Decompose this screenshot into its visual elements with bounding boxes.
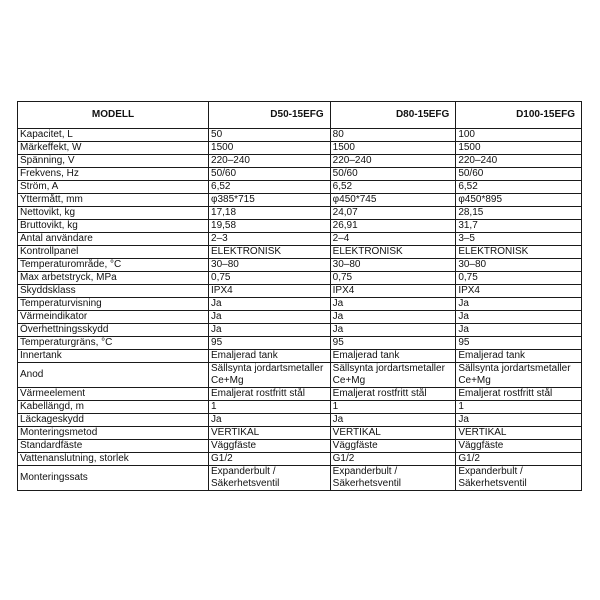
cell-d80: Expanderbult / Säkerhetsventil (330, 466, 456, 491)
cell-d100: Ja (456, 298, 582, 311)
table-row (18, 466, 582, 491)
cell-d50: Ja (209, 414, 331, 427)
cell-d100: Ja (456, 324, 582, 337)
cell-d50: VERTIKAL (209, 427, 331, 440)
row-label: Kabellängd, m (18, 401, 209, 414)
table-row (18, 194, 582, 207)
cell-d80: 24,07 (330, 207, 456, 220)
row-label: Antal användare (18, 233, 209, 246)
table-row (18, 285, 582, 298)
cell-d50: ELEKTRONISK (209, 246, 331, 259)
cell-d100: 0,75 (456, 272, 582, 285)
table-row (18, 311, 582, 324)
cell-d100: ELEKTRONISK (456, 246, 582, 259)
table-row (18, 453, 582, 466)
cell-d80: Ja (330, 324, 456, 337)
table-row (18, 246, 582, 259)
cell-d100: 31,7 (456, 220, 582, 233)
row-label: Märkeffekt, W (18, 142, 209, 155)
table-row (18, 414, 582, 427)
table-row (18, 401, 582, 414)
cell-d80: 26,91 (330, 220, 456, 233)
row-label: Vattenanslutning, storlek (18, 453, 209, 466)
cell-d50: 1500 (209, 142, 331, 155)
cell-d80: φ450*745 (330, 194, 456, 207)
table-row (18, 298, 582, 311)
cell-d50: Expanderbult / Säkerhetsventil (209, 466, 331, 491)
cell-d50: 0,75 (209, 272, 331, 285)
cell-d80: 1 (330, 401, 456, 414)
row-label: Kontrollpanel (18, 246, 209, 259)
cell-d100: VERTIKAL (456, 427, 582, 440)
cell-d100: Väggfäste (456, 440, 582, 453)
row-label: Innertank (18, 350, 209, 363)
table-row (18, 388, 582, 401)
table-row (18, 168, 582, 181)
cell-d80: G1/2 (330, 453, 456, 466)
cell-d100: 50/60 (456, 168, 582, 181)
row-label: Värmeindikator (18, 311, 209, 324)
cell-d50: 50/60 (209, 168, 331, 181)
cell-d100: 3–5 (456, 233, 582, 246)
row-label: Spänning, V (18, 155, 209, 168)
row-label: Nettovikt, kg (18, 207, 209, 220)
cell-d50: Väggfäste (209, 440, 331, 453)
cell-d80: Ja (330, 311, 456, 324)
row-label: Ström, A (18, 181, 209, 194)
cell-d50: Emaljerad tank (209, 350, 331, 363)
cell-d80: 220–240 (330, 155, 456, 168)
table-row (18, 272, 582, 285)
cell-d100: Emaljerad tank (456, 350, 582, 363)
cell-d80: 1500 (330, 142, 456, 155)
cell-d50: Ja (209, 311, 331, 324)
cell-d50: 6,52 (209, 181, 331, 194)
row-label: Yttermått, mm (18, 194, 209, 207)
cell-d100: Sällsynta jordartsmetaller Ce+Mg (456, 363, 582, 388)
cell-d100: 28,15 (456, 207, 582, 220)
cell-d80: 6,52 (330, 181, 456, 194)
header-model-d100: D100-15EFG (456, 102, 582, 129)
header-model-d80: D80-15EFG (330, 102, 456, 129)
cell-d100: 30–80 (456, 259, 582, 272)
cell-d50: G1/2 (209, 453, 331, 466)
cell-d100: Ja (456, 414, 582, 427)
table-row (18, 440, 582, 453)
row-label: Kapacitet, L (18, 129, 209, 142)
row-label: Skyddsklass (18, 285, 209, 298)
cell-d50: Ja (209, 324, 331, 337)
cell-d50: 2–3 (209, 233, 331, 246)
cell-d100: 1500 (456, 142, 582, 155)
row-label: Temperaturgräns, °C (18, 337, 209, 350)
table-row (18, 181, 582, 194)
table-row (18, 259, 582, 272)
row-label: Värmeelement (18, 388, 209, 401)
cell-d80: Emaljerad tank (330, 350, 456, 363)
cell-d80: 2–4 (330, 233, 456, 246)
cell-d50: Sällsynta jordartsmetaller Ce+Mg (209, 363, 331, 388)
cell-d80: 95 (330, 337, 456, 350)
row-label: Standardfäste (18, 440, 209, 453)
row-label: Överhettningsskydd (18, 324, 209, 337)
cell-d100: 1 (456, 401, 582, 414)
row-label: Läckageskydd (18, 414, 209, 427)
cell-d50: 1 (209, 401, 331, 414)
cell-d100: 95 (456, 337, 582, 350)
cell-d50: Ja (209, 298, 331, 311)
row-label: Max arbetstryck, MPa (18, 272, 209, 285)
row-label: Monteringssats (18, 466, 209, 491)
table-row (18, 324, 582, 337)
cell-d50: 95 (209, 337, 331, 350)
cell-d100: φ450*895 (456, 194, 582, 207)
table-row (18, 427, 582, 440)
cell-d50: 19,58 (209, 220, 331, 233)
cell-d100: 100 (456, 129, 582, 142)
table-row (18, 129, 582, 142)
cell-d100: Ja (456, 311, 582, 324)
table-row (18, 337, 582, 350)
cell-d80: Väggfäste (330, 440, 456, 453)
cell-d80: 30–80 (330, 259, 456, 272)
table-row (18, 220, 582, 233)
cell-d80: 0,75 (330, 272, 456, 285)
table-row (18, 207, 582, 220)
table-row (18, 155, 582, 168)
row-label: Monteringsmetod (18, 427, 209, 440)
row-label: Frekvens, Hz (18, 168, 209, 181)
cell-d80: Emaljerat rostfritt stål (330, 388, 456, 401)
cell-d100: Emaljerat rostfritt stål (456, 388, 582, 401)
cell-d80: ELEKTRONISK (330, 246, 456, 259)
cell-d50: φ385*715 (209, 194, 331, 207)
table-row (18, 363, 582, 388)
cell-d80: 50/60 (330, 168, 456, 181)
cell-d100: IPX4 (456, 285, 582, 298)
spec-table (17, 101, 582, 491)
header-model-d50: D50-15EFG (209, 102, 331, 129)
row-label: Temperaturområde, °C (18, 259, 209, 272)
cell-d50: 220–240 (209, 155, 331, 168)
cell-d80: IPX4 (330, 285, 456, 298)
table-row (18, 142, 582, 155)
row-label: Temperaturvisning (18, 298, 209, 311)
cell-d50: IPX4 (209, 285, 331, 298)
cell-d80: Sällsynta jordartsmetaller Ce+Mg (330, 363, 456, 388)
cell-d100: G1/2 (456, 453, 582, 466)
cell-d50: 30–80 (209, 259, 331, 272)
row-label: Anod (18, 363, 209, 388)
table-row (18, 350, 582, 363)
cell-d80: Ja (330, 414, 456, 427)
cell-d100: Expanderbult / Säkerhetsventil (456, 466, 582, 491)
cell-d80: 80 (330, 129, 456, 142)
spec-body (18, 129, 582, 491)
header-row (18, 102, 582, 129)
cell-d80: VERTIKAL (330, 427, 456, 440)
row-label: Bruttovikt, kg (18, 220, 209, 233)
cell-d50: Emaljerat rostfritt stål (209, 388, 331, 401)
cell-d50: 17,18 (209, 207, 331, 220)
cell-d100: 220–240 (456, 155, 582, 168)
cell-d80: Ja (330, 298, 456, 311)
header-label: MODELL (18, 102, 209, 129)
cell-d50: 50 (209, 129, 331, 142)
table-row (18, 233, 582, 246)
cell-d100: 6,52 (456, 181, 582, 194)
